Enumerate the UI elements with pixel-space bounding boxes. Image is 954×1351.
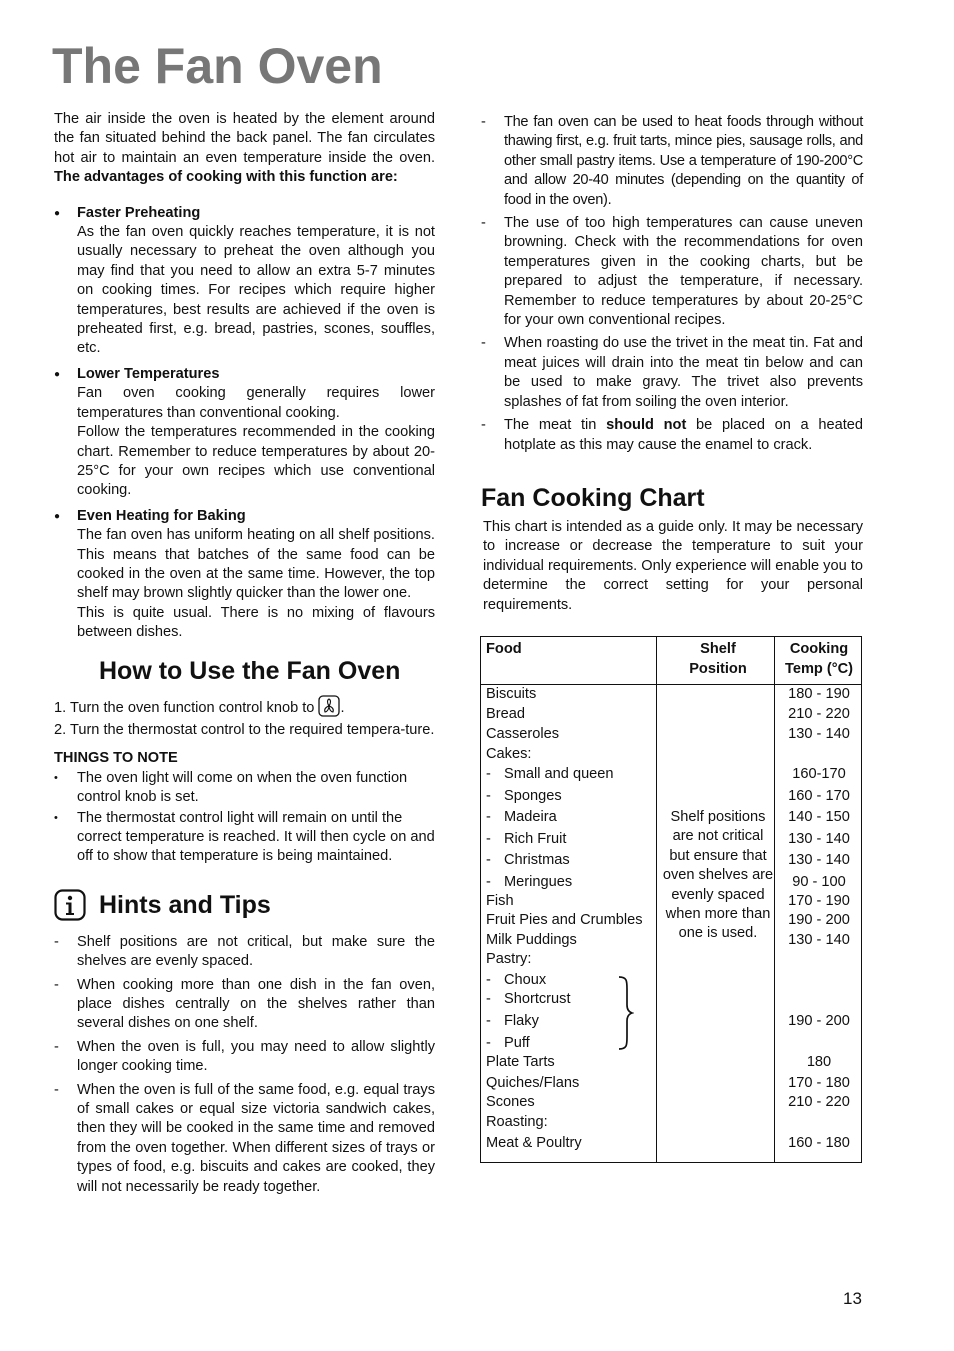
sub-item-dash: - — [486, 788, 491, 804]
sub-item-label: Puff — [504, 1035, 530, 1051]
table-row-temp: 130 - 140 — [788, 726, 850, 742]
sub-item-label: Madeira — [504, 809, 557, 825]
table-row-temp: 160 - 180 — [788, 1135, 850, 1151]
chart-heading: Fan Cooking Chart — [481, 483, 705, 512]
sub-item-dash: - — [486, 1035, 491, 1051]
info-icon — [54, 889, 86, 921]
sub-item-label: Meringues — [504, 874, 573, 890]
tip-item-meat-tin: - The meat tin should not be placed on a heated hotplate as this may cause the enamel to crack. — [481, 416, 863, 455]
shelf-position-note: Shelf positions are not critical but ensure that oven shelves are evenly spaced when more than one is used. — [662, 809, 774, 942]
things-to-note-heading: THINGS TO NOTE — [54, 750, 178, 767]
tip-item: - The use of too high temperatures can cause uneven browning. Check with the recommendations for oven temperatures given in the cooking charts, but be prepared to adjust the temperature, if necessary. Remember to reduce temperatures by about 20-25°C for your own conventional recipes. — [481, 214, 863, 330]
table-row-food: Fish — [486, 893, 514, 909]
fan-cooking-table — [480, 636, 862, 1163]
table-row-temp: 140 - 150 — [788, 809, 850, 825]
advantage-item — [54, 365, 435, 501]
table-row-food: Meat & Poultry — [486, 1135, 582, 1151]
table-row-food — [486, 851, 570, 870]
tip-item: - The fan oven can be used to heat foods through without thawing first, e.g. fruit tarts, mince pies, sausage rolls, and other small pastry items. Use a temperature of 190-200°C and allow 20-40 minutes (depending on the quantity of food in the oven). — [481, 113, 863, 210]
table-row-temp: 130 - 140 — [788, 831, 850, 847]
table-row-temp: 130 - 140 — [788, 932, 850, 948]
page-number: 13 — [843, 1289, 862, 1308]
advantage-heading: ● Lower Temperatures — [77, 365, 220, 382]
sub-item-dash: - — [486, 874, 491, 890]
table-row-temp: 170 - 190 — [788, 893, 850, 909]
table-row-temp: 210 - 220 — [788, 1094, 850, 1110]
sub-item-label: Rich Fruit — [504, 831, 567, 847]
hint-item: - When the oven is full, you may need to allow slightly longer cooking time. — [54, 1038, 435, 1077]
table-row-temp: 90 - 100 — [792, 874, 846, 890]
table-row-food: Fruit Pies and Crumbles — [486, 912, 643, 928]
sub-item-label: Sponges — [504, 788, 562, 804]
advantage-item — [54, 204, 435, 359]
table-row-food — [486, 808, 557, 827]
sub-item-label: Choux — [504, 972, 547, 988]
table-row-food: Pastry: — [486, 951, 532, 967]
header-food: Food — [486, 641, 522, 657]
tip-item: - When roasting do use the trivet in the meat tin. Fat and meat juices will drain into the meat tin below and can be used to make gravy. The trivet also prevents splashes of fat from soiling the oven interior. — [481, 334, 863, 412]
sub-item-label: Small and queen — [504, 766, 614, 782]
table-row-temp: 210 - 220 — [788, 706, 850, 722]
table-row-food — [486, 765, 614, 784]
fan-icon — [318, 695, 340, 717]
table-row-food: Quiches/Flans — [486, 1075, 580, 1091]
table-row-food: Plate Tarts — [486, 1054, 555, 1070]
right-column — [481, 113, 863, 615]
right-brace-icon — [616, 975, 634, 1051]
left-column — [54, 110, 435, 1201]
how-to-step-1: 1. Turn the oven function control knob to . — [54, 695, 435, 718]
table-row-food: Milk Puddings — [486, 932, 577, 948]
table-row-food — [486, 787, 562, 806]
chart-intro: This chart is intended as a guide only. It may be necessary to increase or decrease the temperature to suit your individual requirements. Only experience will enable you to determine the correct setting for your personal requirements. — [483, 518, 863, 613]
advantage-item — [54, 507, 435, 643]
table-row-temp: 130 - 140 — [788, 852, 850, 868]
table-row-food: Roasting: — [486, 1114, 548, 1130]
hint-item: - Shelf positions are not critical, but make sure the shelves are evenly spaced. — [54, 933, 435, 972]
table-row-temp: 180 - 190 — [788, 686, 850, 702]
hint-item: - When the oven is full of the same food, e.g. equal trays of small cakes or equal size victoria sandwich cakes, then they will be cooked in the same time and removed from the oven together. When different sizes of trays or types of food, e.g. biscuits and cakes are cooked, they will not necessarily be ready together. — [54, 1081, 435, 1197]
table-row-temp: 180 — [806, 1054, 832, 1070]
hint-item: - When cooking more than one dish in the fan oven, place dishes centrally on the shelves rather than several dishes on one shelf. — [54, 976, 435, 1034]
table-row-food: Biscuits — [486, 686, 537, 702]
advantages-list — [54, 204, 435, 643]
sub-item-label: Shortcrust — [504, 991, 571, 1007]
table-row-food — [486, 1034, 530, 1053]
table-row-food: Bread — [486, 706, 525, 722]
header-shelf: Shelf Position — [689, 641, 747, 677]
note-item: • The thermostat control light will remain on until the correct temperature is reached. It will then cycle on and off to show that temperature is being maintained. — [54, 809, 435, 867]
table-row-food: Cakes: — [486, 746, 532, 762]
sub-item-dash: - — [486, 852, 491, 868]
advantage-text: This is quite usual. There is no mixing of flavours between dishes. — [77, 604, 435, 641]
advantage-heading: ● Even Heating for Baking — [77, 507, 246, 524]
advantage-text: Fan oven cooking generally requires lower temperatures than conventional cooking. — [77, 385, 435, 421]
table-row-food: Scones — [486, 1094, 535, 1110]
note-item: • The oven light will come on when the oven function control knob is set. — [54, 769, 435, 808]
advantage-text: The fan oven has uniform heating on all shelf positions. This means that batches of the same food can be cooked in the oven at the same time. However, the top shelf may brown slightly quicker than the lower one. — [77, 527, 435, 602]
table-row-food — [486, 830, 566, 849]
sub-item-dash: - — [486, 766, 491, 782]
sub-item-dash: - — [486, 972, 491, 988]
advantage-text: Follow the temperatures recommended in the cooking chart. Remember to reduce temperatures by about 20-25°C for your own recipes which use conventional cooking. — [77, 424, 435, 499]
sub-item-dash: - — [486, 831, 491, 847]
hints-heading-row — [54, 889, 435, 921]
sub-item-dash: - — [486, 1013, 491, 1029]
table-row-food — [486, 971, 546, 990]
how-to-step-2: 2. Turn the thermostat control to the required tempera-ture. — [54, 721, 435, 738]
sub-item-dash: - — [486, 991, 491, 1007]
page-title: The Fan Oven — [52, 38, 383, 94]
table-row-temp: 190 - 200 — [788, 1013, 850, 1029]
sub-item-label: Christmas — [504, 852, 570, 868]
table-row-temp: 170 - 180 — [788, 1075, 850, 1091]
intro-text: The air inside the oven is heated by the element around the fan situated behind the back panel. The fan circulates hot air to maintain an even temperature inside the oven. The advantages of cooking with this function are: — [54, 111, 435, 186]
sub-item-dash: - — [486, 809, 491, 825]
table-row-food — [486, 1012, 539, 1031]
table-row-food: Casseroles — [486, 726, 559, 742]
table-divider — [656, 637, 657, 1162]
advantage-text: As the fan oven quickly reaches temperature, it is not usually necessary to preheat the oven although you may find that you need to allow an extra 5-7 minutes on cooking times. For recipes which require higher temperatures, best results are achieved if the oven is preheated first, e.g. bread, pastries, scones, souffles, etc. — [77, 224, 435, 357]
table-row-temp: 160-170 — [792, 766, 846, 782]
table-row-food — [486, 873, 572, 892]
sub-item-label: Flaky — [504, 1013, 539, 1029]
how-to-heading: How to Use the Fan Oven — [99, 656, 401, 685]
table-row-temp: 160 - 170 — [788, 788, 850, 804]
table-row-food — [486, 990, 571, 1009]
advantage-heading: ● Faster Preheating — [77, 204, 201, 221]
hints-heading: Hints and Tips — [99, 890, 271, 919]
header-temp: Cooking Temp (°C) — [785, 641, 853, 677]
table-row-temp: 190 - 200 — [788, 912, 850, 928]
